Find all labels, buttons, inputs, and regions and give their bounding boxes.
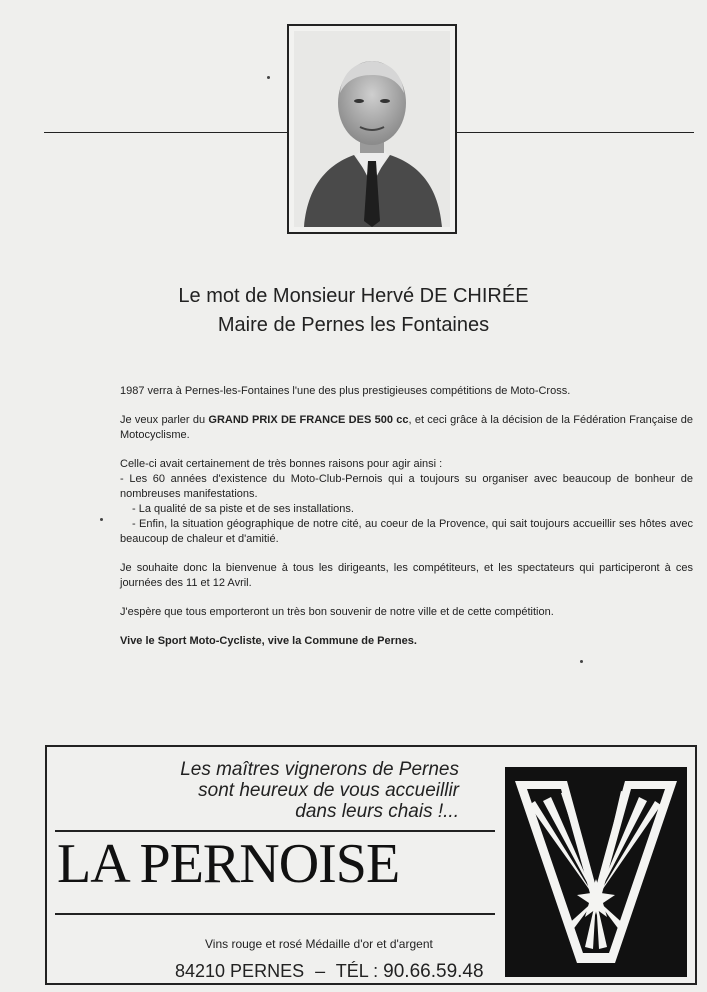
paragraph-2 [120,413,693,443]
paragraph-2-text-a: Je veux parler du [120,414,209,426]
phone-label: TÉL : [335,961,379,981]
slogan-line-1: Les maîtres vignerons de Pernes [180,759,459,780]
reason-item-2: - La qualité de sa piste et de ses installations. [132,503,354,515]
page-subtitle: Maire de Pernes les Fontaines [217,314,490,336]
letter-body [120,384,693,663]
speck [100,518,103,521]
contact-line [175,961,484,983]
paragraph-3 [120,457,693,547]
bleed-through-decoration [560,20,572,70]
paragraph-5 [120,605,693,620]
slogan-line-3: dans leurs chais !... [295,801,459,822]
reason-item-1: - Les 60 années d'existence du Moto-Club-Pernois qui a toujours su organiser avec beaucoup de bonheur de nombreuses manifestations. [120,473,693,500]
paragraph-4-text: Je souhaite donc la bienvenue à tous les dirigeants, les compétiteurs, et les spectateurs qui participeront à ces journées des 11 et 12 Avril. [120,562,693,589]
brand-name: LA PERNOISE [57,833,400,895]
portrait-photo [287,24,457,234]
wine-tagline: Vins rouge et rosé Médaille d'or et d'argent [205,937,433,951]
closing-line [120,634,693,649]
grand-prix-highlight: GRAND PRIX DE FRANCE DES 500 cc [208,414,409,426]
v-star-logo-icon [505,767,687,977]
phone-number: 90.66.59.48 [383,961,484,982]
paragraph-1 [120,384,693,399]
portrait-icon [294,31,450,227]
speck [580,660,583,663]
paragraph-4 [120,561,693,591]
address: 84210 PERNES [175,961,305,981]
slogan-line-2: sont heureux de vous accueillir [198,780,459,801]
wine-advertisement [45,745,697,985]
closing-text: Vive le Sport Moto-Cycliste, vive la Commune de Pernes. [120,635,417,647]
paragraph-1-text: 1987 verra à Pernes-les-Fontaines l'une des plus prestigieuses compétitions de Moto-Cross. [120,385,571,397]
ad-slogan [180,759,459,822]
separator: – [315,961,326,981]
reasons-intro: Celle-ci avait certainement de très bonnes raisons pour agir ainsi : [120,458,443,470]
page-title: Le mot de Monsieur Hervé DE CHIRÉE [178,285,529,307]
paragraph-5-text: J'espère que tous emporteront un très bon souvenir de notre ville et de cette compétition. [120,606,554,618]
ad-rule-bottom [55,913,495,915]
reason-item-3: - Enfin, la situation géographique de notre cité, au coeur de la Provence, qui sait toujours accueillir ses hôtes avec beaucoup de chaleur et d'amitié. [120,518,693,545]
speck [267,76,270,79]
paragraph-2-text-b: , et ceci grâce à la décision de la Fédération Française de Motocyclisme. [120,414,693,441]
